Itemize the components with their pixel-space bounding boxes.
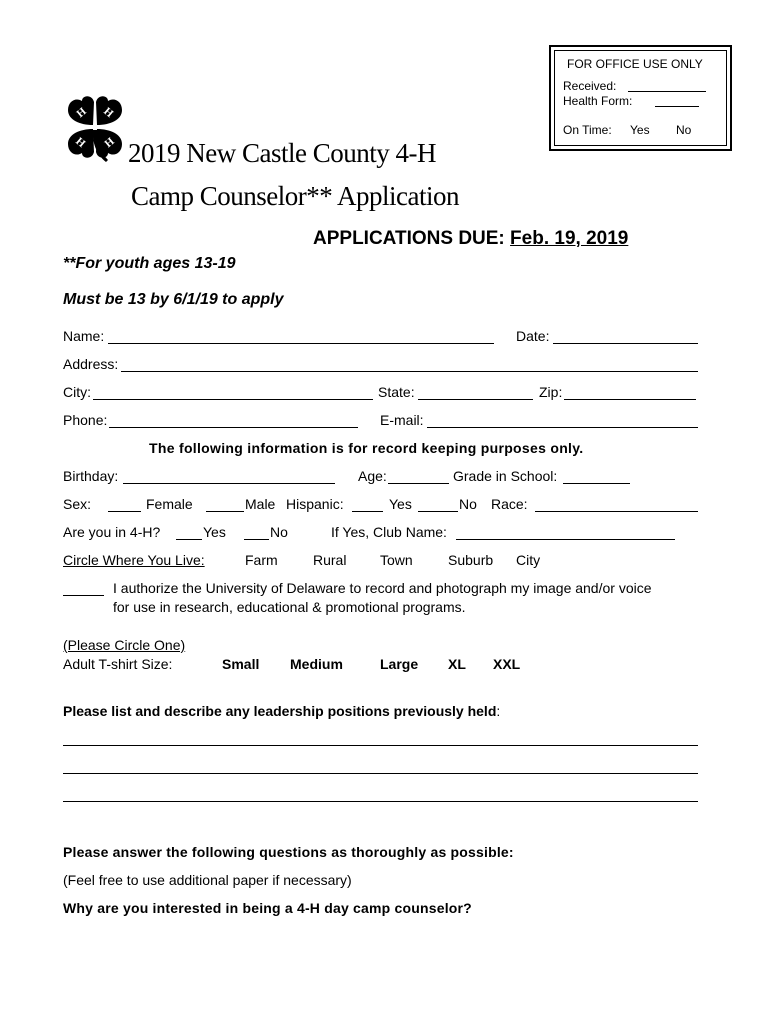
four-h-clover-logo [60, 92, 132, 164]
authorization-text-line1: I authorize the University of Delaware to record and photograph my image and/or voice [113, 580, 652, 596]
age-field[interactable] [388, 483, 449, 484]
answer-thoroughly-heading: Please answer the following questions as thoroughly as possible: [63, 844, 514, 860]
form-title-line1: 2019 New Castle County 4-H [128, 138, 436, 168]
in-4h-no-blank[interactable] [244, 539, 269, 540]
live-option-town[interactable]: Town [380, 552, 413, 568]
leadership-answer-line-1[interactable] [63, 745, 698, 746]
birthday-field[interactable] [123, 483, 335, 484]
city-label: City: [63, 384, 91, 400]
birthday-label: Birthday: [63, 468, 119, 484]
address-field[interactable] [121, 371, 698, 372]
name-field[interactable] [108, 343, 494, 344]
live-option-rural[interactable]: Rural [313, 552, 347, 568]
live-option-farm[interactable]: Farm [245, 552, 278, 568]
in-4h-yes-blank[interactable] [176, 539, 202, 540]
race-label: Race: [491, 496, 528, 512]
hispanic-no-blank[interactable] [418, 511, 458, 512]
authorization-initials-field[interactable] [63, 595, 104, 596]
office-received-label: Received: [563, 79, 617, 93]
office-health-form-label: Health Form: [563, 94, 633, 108]
record-keeping-note: The following information is for record keeping purposes only. [149, 440, 584, 456]
leadership-answer-line-2[interactable] [63, 773, 698, 774]
age-requirement-note: Must be 13 by 6/1/19 to apply [63, 291, 284, 308]
date-label: Date: [516, 328, 550, 344]
live-option-city[interactable]: City [516, 552, 541, 568]
authorization-text-line2: for use in research, educational & promotional programs. [113, 599, 466, 615]
tshirt-size-label: Adult T-shirt Size: [63, 656, 173, 672]
due-label: APPLICATIONS DUE: [313, 228, 505, 249]
phone-field[interactable] [109, 427, 358, 428]
hispanic-no-option: No [459, 496, 477, 512]
office-on-time-label: On Time: [563, 123, 612, 137]
form-title-line2: Camp Counselor** Application [131, 181, 459, 211]
tshirt-size-large[interactable]: Large [380, 656, 419, 672]
state-field[interactable] [418, 399, 533, 400]
clover-letter-3: H [73, 135, 88, 151]
clover-letter-4: H [102, 135, 117, 151]
name-label: Name: [63, 328, 105, 344]
leadership-question [63, 703, 500, 719]
due-date: Feb. 19, 2019 [510, 228, 629, 249]
age-label: Age: [358, 468, 387, 484]
sex-label: Sex: [63, 496, 92, 512]
hispanic-yes-blank[interactable] [352, 511, 383, 512]
office-use-box [549, 45, 732, 151]
leadership-answer-line-3[interactable] [63, 801, 698, 802]
address-label: Address: [63, 356, 119, 372]
leadership-question-text: Please list and describe any leadership positions previously held [63, 703, 497, 719]
hispanic-yes-option: Yes [389, 496, 412, 512]
additional-paper-note: (Feel free to use additional paper if necessary) [63, 872, 352, 888]
clover-letter-1: H [74, 105, 89, 121]
club-name-field[interactable] [456, 539, 675, 540]
clover-letter-2: H [101, 105, 116, 121]
phone-label: Phone: [63, 412, 108, 428]
please-circle-one-label: (Please Circle One) [63, 637, 186, 653]
office-health-form-line [655, 106, 699, 107]
email-field[interactable] [427, 427, 698, 428]
date-field[interactable] [553, 343, 698, 344]
office-on-time-no: No [676, 123, 692, 137]
city-field[interactable] [93, 399, 373, 400]
office-received-line [628, 91, 706, 92]
circle-where-live-label: Circle Where You Live: [63, 552, 205, 568]
in-4h-no-option: No [270, 524, 288, 540]
leadership-question-colon: : [496, 703, 501, 719]
office-use-title: FOR OFFICE USE ONLY [567, 57, 703, 71]
race-field[interactable] [535, 511, 698, 512]
in-4h-yes-option: Yes [203, 524, 226, 540]
due-date-heading [313, 228, 628, 250]
grade-label: Grade in School: [453, 468, 558, 484]
live-option-suburb[interactable]: Suburb [448, 552, 494, 568]
club-name-label: If Yes, Club Name: [331, 524, 447, 540]
tshirt-size-xxl[interactable]: XXL [493, 656, 521, 672]
male-blank[interactable] [206, 511, 244, 512]
office-on-time-yes: Yes [630, 123, 650, 137]
tshirt-size-medium[interactable]: Medium [290, 656, 343, 672]
state-label: State: [378, 384, 415, 400]
in-4h-label: Are you in 4-H? [63, 524, 161, 540]
female-option: Female [146, 496, 193, 512]
female-blank[interactable] [108, 511, 141, 512]
zip-label: Zip: [539, 384, 563, 400]
email-label: E-mail: [380, 412, 424, 428]
zip-field[interactable] [564, 399, 696, 400]
tshirt-size-small[interactable]: Small [222, 656, 260, 672]
why-counselor-question: Why are you interested in being a 4-H day camp counselor? [63, 900, 472, 916]
youth-ages-note: **For youth ages 13-19 [63, 255, 236, 272]
male-option: Male [245, 496, 276, 512]
tshirt-size-xl[interactable]: XL [448, 656, 466, 672]
grade-field[interactable] [563, 483, 630, 484]
hispanic-label: Hispanic: [286, 496, 344, 512]
